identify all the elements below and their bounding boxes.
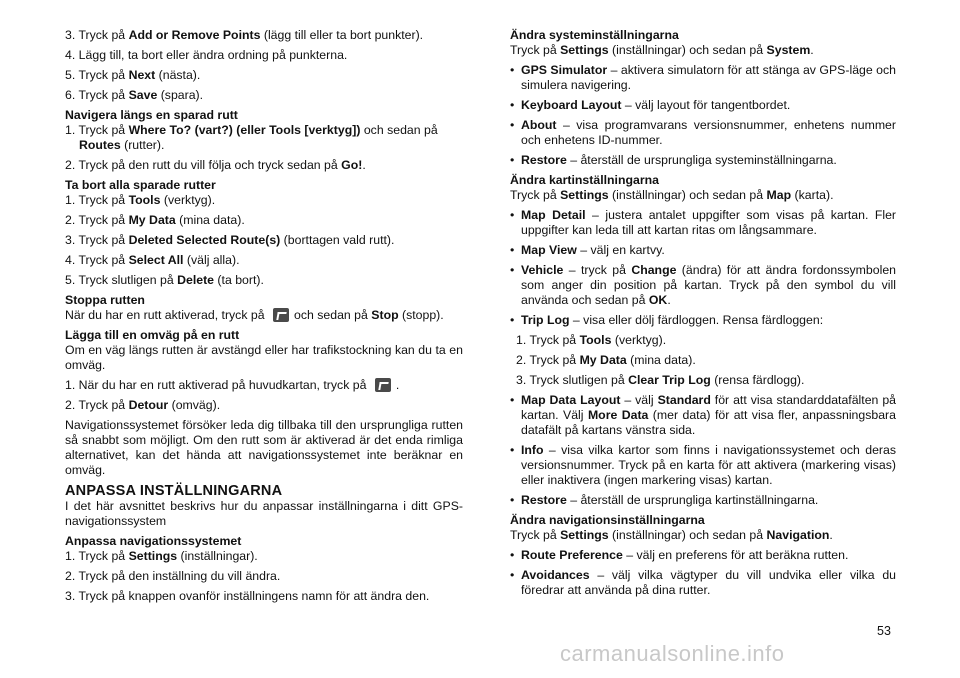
- bullet-avoidances: • Avoidances – välj vilka vägtyper du vill undvika eller vilka du föredrar att använda på dina rutter.: [510, 568, 896, 598]
- step-add-remove-order: 4. Lägg till, ta bort eller ändra ordning på punkterna.: [65, 48, 348, 62]
- heading-navigate-saved-route: Navigera längs en sparad rutt: [65, 108, 238, 122]
- step-active-route: 1. När du har en rutt aktiverad på huvudkartan, tryck på .: [65, 378, 400, 392]
- settings-intro: I det här avsnittet beskrivs hur du anpassar inställningarna i ditt GPS-navigationssystem: [65, 499, 463, 528]
- bullet-gps-simulator: • GPS Simulator – aktivera simulatorn för att stänga av GPS-läge och simulera navigering.: [510, 63, 896, 93]
- trip-step-my-data: 2. Tryck på My Data (mina data).: [516, 353, 696, 367]
- step-delete: 5. Tryck slutligen på Delete (ta bort).: [65, 273, 264, 287]
- step-my-data: 2. Tryck på My Data (mina data).: [65, 213, 245, 227]
- bullet-map-detail: • Map Detail – justera antalet uppgifter som visas på kartan. Fler uppgifter kan leda till att kartan ritas om långsammare.: [510, 208, 896, 238]
- stop-route-text: När du har en rutt aktiverad, tryck på och sedan på Stop (stopp).: [65, 308, 444, 322]
- system-intro: Tryck på Settings (inställningar) och sedan på System.: [510, 43, 814, 57]
- heading-add-detour: Lägga till en omväg på en rutt: [65, 328, 240, 342]
- step-save: 6. Tryck på Save (spara).: [65, 88, 204, 102]
- bullet-keyboard-layout: • Keyboard Layout – välj layout för tangentbordet.: [510, 98, 896, 113]
- back-arrow-icon: [375, 378, 391, 392]
- trip-step-clear: 3. Tryck slutligen på Clear Trip Log (rensa färdlogg).: [516, 373, 805, 387]
- bullet-route-preference: • Route Preference – välj en preferens för att beräkna rutten.: [510, 548, 896, 563]
- step-choose-setting: 2. Tryck på den inställning du vill ändra.: [65, 569, 281, 583]
- detour-note: Navigationssystemet försöker leda dig tillbaka till den ursprungliga rutten så snabbt som möjligt. Om den rutt som är aktiverad är det enda rimliga alternativet, kan det hända att navigationssystemet inte beräknar en omväg.: [65, 418, 463, 477]
- section-heading-settings: ANPASSA INSTÄLLNINGARNA: [65, 483, 283, 499]
- step-go: 2. Tryck på den rutt du vill följa och tryck sedan på Go!.: [65, 158, 366, 172]
- bullet-restore-system: • Restore – återställ de ursprungliga systeminställningarna.: [510, 153, 896, 168]
- left-column: [65, 28, 463, 609]
- map-intro: Tryck på Settings (inställningar) och sedan på Map (karta).: [510, 188, 834, 202]
- right-column: [510, 28, 896, 603]
- step-where-to: 1. Tryck på Where To? (vart?) (eller Tools [verktyg]) och sedan på Routes (rutter).: [65, 123, 438, 152]
- bullet-map-view: • Map View – välj en kartvy.: [510, 243, 896, 258]
- trip-step-tools: 1. Tryck på Tools (verktyg).: [516, 333, 667, 347]
- heading-system-settings: Ändra systeminställningarna: [510, 28, 679, 42]
- page-number: 53: [877, 624, 891, 638]
- heading-navigation-settings: Ändra navigationsinställningarna: [510, 513, 705, 527]
- bullet-about: • About – visa programvarans versionsnummer, enhetens nummer och enhetens ID-nummer.: [510, 118, 896, 148]
- step-detour: 2. Tryck på Detour (omväg).: [65, 398, 221, 412]
- heading-map-settings: Ändra kartinställningarna: [510, 173, 659, 187]
- step-press-button: 3. Tryck på knappen ovanför inställningens namn för att ändra den.: [65, 589, 430, 603]
- step-tools: 1. Tryck på Tools (verktyg).: [65, 193, 216, 207]
- heading-stop-route: Stoppa rutten: [65, 293, 145, 307]
- bullet-vehicle: • Vehicle – tryck på Change (ändra) för att ändra fordonssymbolen som anger din position på kartan. Tryck på den symbol du vill använda och sedan på OK.: [510, 263, 896, 308]
- detour-intro: Om en väg längs rutten är avstängd eller har trafikstockning kan du ta en omväg.: [65, 343, 463, 372]
- bullet-map-data-layout: • Map Data Layout – välj Standard för att visa standarddatafälten på kartan. Välj More Data (mer data) för att visa fler, anpassningsbara datafält på kartans vänstra sida.: [510, 393, 896, 438]
- heading-delete-all-routes: Ta bort alla sparade rutter: [65, 178, 216, 192]
- step-select-all: 4. Tryck på Select All (välj alla).: [65, 253, 240, 267]
- back-arrow-icon: [273, 308, 289, 322]
- step-deleted-selected: 3. Tryck på Deleted Selected Route(s) (borttagen vald rutt).: [65, 233, 395, 247]
- step-settings: 1. Tryck på Settings (inställningar).: [65, 549, 258, 563]
- step-add-remove-points: 3. Tryck på Add or Remove Points (lägg till eller ta bort punkter).: [65, 28, 424, 42]
- step-next: 5. Tryck på Next (nästa).: [65, 68, 201, 82]
- bullet-restore-map: • Restore – återställ de ursprungliga kartinställningarna.: [510, 493, 896, 508]
- heading-customize-navigation: Anpassa navigationssystemet: [65, 534, 242, 548]
- bullet-info: • Info – visa vilka kartor som finns i navigationssystemet och deras versionsnummer. Tryck på en karta för att aktivera (markering visas) eller inaktivera (ingen markering visas) kartan.: [510, 443, 896, 488]
- bullet-trip-log: • Trip Log – visa eller dölj färdloggen. Rensa färdloggen:: [510, 313, 896, 328]
- navigation-intro: Tryck på Settings (inställningar) och sedan på Navigation.: [510, 528, 833, 542]
- watermark: carmanualsonline.info: [560, 641, 785, 666]
